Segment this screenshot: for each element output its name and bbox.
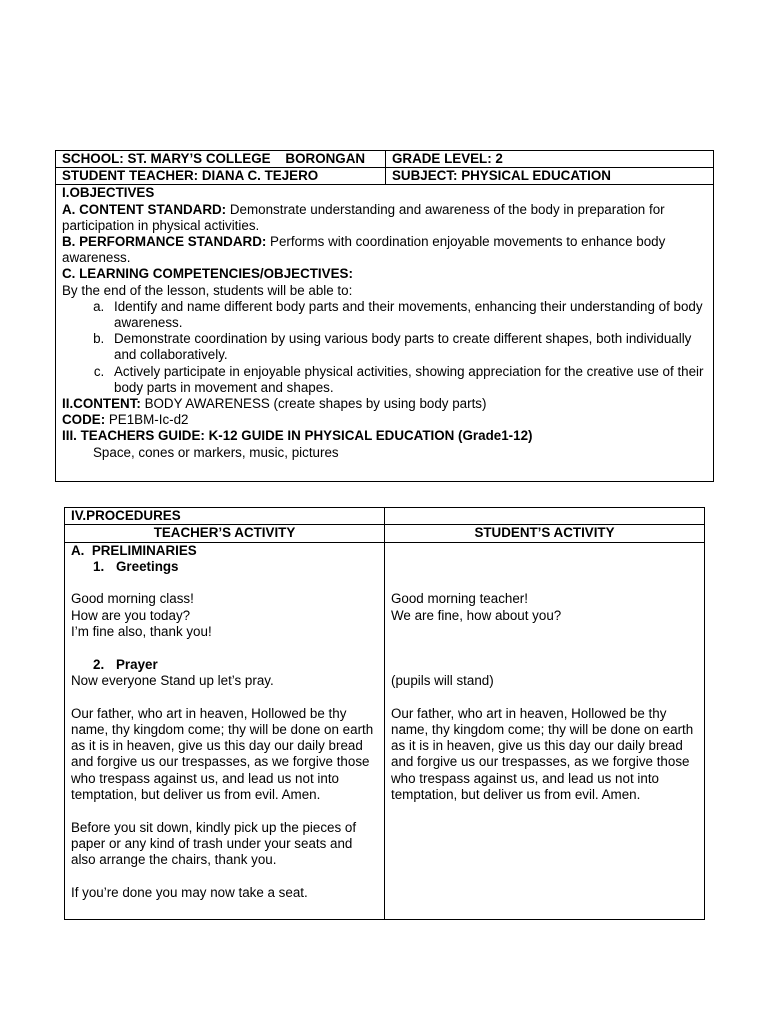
student-greet-line-2: We are fine, how about you? — [391, 607, 562, 623]
code-line — [62, 412, 707, 428]
content-standard — [62, 202, 707, 234]
objectives-list — [62, 299, 707, 396]
content-standard-text: Demonstrate understanding and awareness of the body in preparation for participation in physical activities. — [62, 201, 665, 233]
greetings-number: 1. — [93, 558, 105, 574]
student-teacher-cell: STUDENT TEACHER: DIANA C. TEJERO — [56, 168, 386, 185]
header-row-1 — [56, 151, 714, 168]
teacher-activity-cell — [65, 542, 385, 919]
student-activity-cell — [385, 542, 705, 919]
header-row-2 — [56, 168, 714, 185]
activity-header-row — [65, 525, 705, 542]
cleanup-instruction: Before you sit down, kindly pick up the pieces of paper or any kind of trash under your seats and also arrange the chairs, thank you. — [71, 819, 357, 868]
student-activity-header: STUDENT’S ACTIVITY — [385, 525, 705, 542]
procedures-heading-empty — [385, 508, 705, 525]
prayer-heading — [71, 657, 378, 673]
materials: Space, cones or markers, music, pictures — [93, 444, 339, 460]
teacher-prayer-text: Our father, who art in heaven, Hollowed be thy name, thy kingdom come; thy will be done on earth as it is in heaven, give us this day our daily bread and forgive us our trespasses, as we forgive those who trespass against us, and lead us not into temptation, but deliver us from evil. Amen. — [71, 705, 374, 803]
objectives-cell — [56, 185, 714, 482]
code-text: PE1BM-Ic-d2 — [105, 412, 189, 428]
teacher-activity-header: TEACHER’S ACTIVITY — [65, 525, 385, 542]
performance-standard-label: B. PERFORMANCE STANDARD: — [62, 234, 267, 250]
performance-standard-text: Performs with coordination enjoyable movements to enhance body awareness. — [62, 234, 666, 266]
seat-instruction: If you’re done you may now take a seat. — [71, 884, 308, 900]
objective-item-c: c. Actively participate in enjoyable physical activities, showing appreciation for the creative use of their body parts in movement and shapes. — [108, 364, 707, 396]
objective-item-b: b. Demonstrate coordination by using various body parts to create different shapes, both individually and collaboratively. — [108, 331, 707, 363]
student-prayer-intro: (pupils will stand) — [391, 672, 494, 688]
content-text: BODY AWARENESS (create shapes by using body parts) — [140, 396, 487, 412]
greetings-heading — [71, 559, 378, 575]
lesson-info-table — [55, 150, 714, 482]
performance-standard — [62, 234, 707, 266]
objectives-heading: I.OBJECTIVES — [62, 185, 155, 201]
teacher-prayer-intro: Now everyone Stand up let’s pray. — [71, 672, 274, 688]
greetings-label: Greetings — [116, 558, 179, 574]
student-greet-line-1: Good morning teacher! — [391, 591, 528, 607]
prayer-label: Prayer — [116, 656, 158, 672]
objective-item-a: a. Identify and name different body parts and their movements, enhancing their understanding of body awareness. — [108, 299, 707, 331]
teacher-greet-line-3: I’m fine also, thank you! — [71, 624, 212, 640]
subject-cell: SUBJECT: PHYSICAL EDUCATION — [386, 168, 714, 185]
content-label: II.CONTENT: — [62, 396, 141, 412]
preliminaries-heading: A. PRELIMINARIES — [71, 542, 197, 558]
procedures-heading: IV.PROCEDURES — [65, 508, 385, 525]
code-label: CODE: — [62, 412, 106, 428]
procedures-table — [64, 507, 705, 920]
student-prayer-text: Our father, who art in heaven, Hollowed be thy name, thy kingdom come; thy will be done on earth as it is in heaven, give us this day our daily bread and forgive us our trespasses, as we forgive those who trespass against us, and lead us not into temptation, but deliver us from evil. Amen. — [391, 705, 694, 803]
teacher-greet-line-1: Good morning class! — [71, 591, 194, 607]
teachers-guide: III. TEACHERS GUIDE: K-12 GUIDE IN PHYSICAL EDUCATION (Grade1-12) — [62, 428, 533, 444]
teacher-greet-line-2: How are you today? — [71, 607, 191, 623]
competencies-heading: C. LEARNING COMPETENCIES/OBJECTIVES: — [62, 266, 353, 282]
activity-content-row — [65, 542, 705, 919]
objectives-row — [56, 185, 714, 482]
prayer-number: 2. — [93, 656, 105, 672]
school-cell: SCHOOL: ST. MARY’S COLLEGE BORONGAN — [56, 151, 386, 168]
content-line — [62, 396, 707, 412]
procedures-heading-row — [65, 508, 705, 525]
competencies-intro: By the end of the lesson, students will be able to: — [62, 282, 353, 298]
content-standard-label: A. CONTENT STANDARD: — [62, 201, 227, 217]
grade-level-cell: GRADE LEVEL: 2 — [386, 151, 714, 168]
